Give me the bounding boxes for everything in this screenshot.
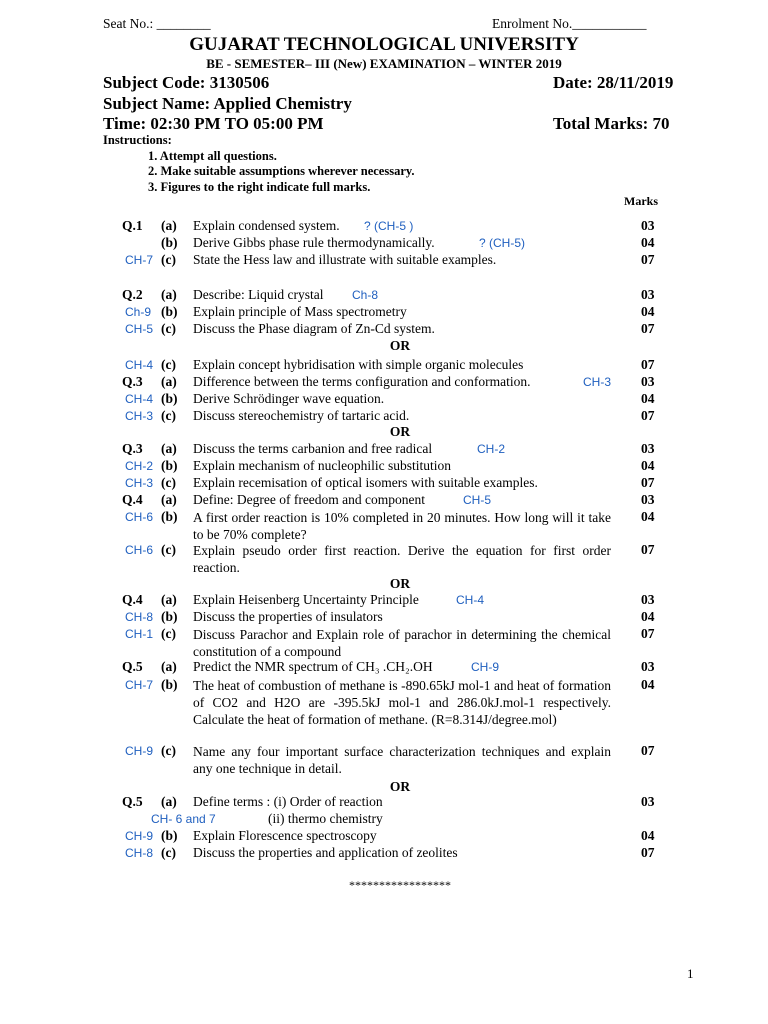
sub-question-label: (a): [161, 374, 177, 389]
sub-question-label: (c): [161, 475, 176, 490]
chapter-note: CH-5: [125, 322, 154, 336]
question-marks: 03: [641, 287, 655, 302]
sub-question-label: (c): [161, 357, 176, 372]
question-text: Difference between the terms configuration and conformation.: [193, 374, 531, 389]
chapter-note: CH-4: [125, 392, 154, 406]
marks-column-label: Marks: [624, 194, 658, 208]
exam-title: BE - SEMESTER– III (New) EXAMINATION – WINTER 2019: [206, 56, 562, 71]
sub-question-label: (b): [161, 677, 178, 692]
question-marks: 03: [641, 659, 655, 674]
sub-question-label: (a): [161, 659, 177, 674]
chapter-note: CH- 6 and 7: [151, 812, 216, 826]
question-marks: 03: [641, 492, 655, 507]
question-marks: 03: [641, 794, 655, 809]
question-text: Explain recemisation of optical isomers with suitable examples.: [193, 475, 538, 490]
question-text: Define: Degree of freedom and component: [193, 492, 426, 507]
instruction-item: 2. Make suitable assumptions wherever necessary.: [148, 164, 415, 178]
chapter-note: Ch-8: [352, 288, 379, 302]
question-text: The heat of combustion of methane is -890.65kJ mol-1 and heat of formation of CO2 and H2O are -395.5kJ mol-1 and 286.0kJ.mol-1 respectively. Calculate the heat of formation of methane. (R=8.314J/degree.mol): [193, 678, 611, 727]
question-marks: 04: [641, 677, 655, 692]
question-number: Q.4: [122, 592, 143, 607]
question-text: Discuss stereochemistry of tartaric acid.: [193, 408, 410, 423]
question-text: Explain Heisenberg Uncertainty Principle: [193, 592, 419, 607]
question-marks: 04: [641, 458, 655, 473]
or-separator: OR: [389, 338, 411, 353]
question-text: Explain Florescence spectroscopy: [193, 828, 377, 843]
sub-question-label: (c): [161, 252, 176, 267]
page-number: 1: [687, 966, 694, 981]
chapter-note: CH-2: [125, 459, 154, 473]
question-marks: 07: [641, 252, 655, 267]
chapter-note: CH-6: [125, 543, 154, 557]
question-marks: 04: [641, 235, 655, 250]
chapter-note: CH-4: [125, 358, 154, 372]
question-text: Explain concept hybridisation with simple organic molecules: [193, 357, 524, 372]
sub-question-label: (a): [161, 492, 177, 507]
question-marks: 07: [641, 321, 655, 336]
subject-name: Subject Name: Applied Chemistry: [103, 94, 352, 113]
total-marks: Total Marks: 70: [553, 114, 670, 133]
question-text: Discuss the properties and application of zeolites: [193, 845, 458, 860]
question-text: Discuss Parachor and Explain role of parachor in determining the chemical constitution of a compound: [193, 627, 611, 659]
exam-date: Date: 28/11/2019: [553, 73, 674, 92]
question-number: Q.3: [122, 441, 143, 456]
question-marks: 04: [641, 828, 655, 843]
question-text: Define terms : (i) Order of reaction: [193, 794, 383, 809]
question-number: Q.5: [122, 794, 143, 809]
enrolment-number: Enrolment No.___________: [492, 16, 647, 31]
sub-question-label: (b): [161, 458, 178, 473]
sub-question-label: (c): [161, 845, 176, 860]
question-marks: 04: [641, 609, 655, 624]
question-marks: 07: [641, 357, 655, 372]
sub-question-label: (a): [161, 794, 177, 809]
question-marks: 03: [641, 441, 655, 456]
question-text: Explain pseudo order first reaction. Derive the equation for first order reaction.: [193, 543, 611, 575]
question-marks: 07: [641, 542, 655, 557]
question-text: Explain principle of Mass spectrometry: [193, 304, 407, 319]
chapter-note: CH-9: [125, 829, 154, 843]
question-text: Explain condensed system.: [193, 218, 340, 233]
question-number: Q.3: [122, 374, 143, 389]
sub-question-label: (b): [161, 235, 178, 250]
question-marks: 03: [641, 592, 655, 607]
question-marks: 07: [641, 626, 655, 641]
chapter-note: Ch-9: [125, 305, 152, 319]
question-marks: 03: [641, 218, 655, 233]
sub-question-label: (b): [161, 609, 178, 624]
subject-code: Subject Code: 3130506: [103, 73, 270, 92]
chapter-note: CH-9: [471, 660, 500, 674]
chapter-note: CH-7: [125, 678, 154, 692]
sub-question-label: (c): [161, 743, 176, 758]
chapter-note: CH-1: [125, 627, 154, 641]
chapter-note: CH-3: [125, 409, 154, 423]
question-text: Name any four important surface characterization techniques and explain any one technique in detail.: [193, 744, 611, 776]
question-marks: 04: [641, 391, 655, 406]
exam-time: Time: 02:30 PM TO 05:00 PM: [103, 114, 324, 133]
question-number: Q.4: [122, 492, 143, 507]
chapter-note: CH-4: [456, 593, 485, 607]
question-marks: 03: [641, 374, 655, 389]
chapter-note: CH-8: [125, 846, 154, 860]
question-text: (ii) thermo chemistry: [268, 811, 383, 826]
chapter-note: CH-7: [125, 253, 154, 267]
question-number: Q.2: [122, 287, 143, 302]
or-separator: OR: [389, 779, 411, 794]
sub-question-label: (b): [161, 509, 178, 524]
question-text: State the Hess law and illustrate with suitable examples.: [193, 252, 497, 267]
sub-question-label: (c): [161, 408, 176, 423]
university-title: GUJARAT TECHNOLOGICAL UNIVERSITY: [189, 34, 579, 55]
question-marks: 07: [641, 845, 655, 860]
question-number: Q.1: [122, 218, 143, 233]
sub-question-label: (a): [161, 441, 177, 456]
instruction-item: 3. Figures to the right indicate full marks.: [148, 180, 371, 194]
seat-number: Seat No.: ________: [103, 16, 211, 31]
instructions-label: Instructions:: [103, 133, 172, 147]
sub-question-label: (b): [161, 391, 178, 406]
question-text: Explain mechanism of nucleophilic substitution: [193, 458, 451, 473]
question-marks: 07: [641, 743, 655, 758]
question-text: Describe: Liquid crystal: [193, 287, 324, 302]
chapter-note: CH-2: [477, 442, 506, 456]
question-text: Predict the NMR spectrum of CH₃ .CH₂.OH: [193, 659, 433, 674]
sub-question-label: (c): [161, 321, 176, 336]
sub-question-label: (a): [161, 287, 177, 302]
or-separator: OR: [389, 424, 411, 439]
question-marks: 07: [641, 475, 655, 490]
sub-question-label: (c): [161, 626, 176, 641]
question-marks: 04: [641, 509, 655, 524]
chapter-note: CH-6: [125, 510, 154, 524]
question-text: Derive Gibbs phase rule thermodynamically.: [193, 235, 435, 250]
sub-question-label: (b): [161, 828, 178, 843]
question-marks: 04: [641, 304, 655, 319]
sub-question-label: (a): [161, 218, 177, 233]
sub-question-label: (a): [161, 592, 177, 607]
sub-question-label: (b): [161, 304, 178, 319]
question-text: Derive Schrödinger wave equation.: [193, 391, 385, 406]
chapter-note: CH-3: [583, 375, 612, 389]
chapter-note: ? (CH-5): [479, 236, 526, 250]
or-separator: OR: [389, 576, 411, 591]
sub-question-label: (c): [161, 542, 176, 557]
question-text: Discuss the Phase diagram of Zn-Cd system.: [193, 321, 435, 336]
chapter-note: CH-8: [125, 610, 154, 624]
question-text: Discuss the properties of insulators: [193, 609, 383, 624]
chapter-note: CH-3: [125, 476, 154, 490]
end-of-paper-stars: *****************: [349, 878, 451, 892]
question-marks: 07: [641, 408, 655, 423]
chapter-note: CH-9: [125, 744, 154, 758]
chapter-note: ? (CH-5 ): [364, 219, 414, 233]
instruction-item: 1. Attempt all questions.: [148, 149, 277, 163]
question-text: Discuss the terms carbanion and free radical: [193, 441, 433, 456]
question-number: Q.5: [122, 659, 143, 674]
question-text: A first order reaction is 10% completed in 20 minutes. How long will it take to be 70% complete?: [193, 510, 611, 542]
chapter-note: CH-5: [463, 493, 492, 507]
